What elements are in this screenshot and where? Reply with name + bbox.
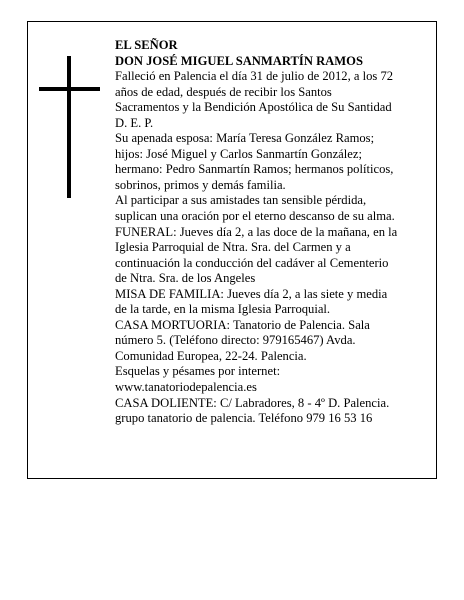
death-line-1: Falleció en Palencia el día 31 de julio de 2012, a los 72 xyxy=(115,69,394,84)
funeral-line-2: Iglesia Parroquial de Ntra. Sra. del Carmen y a xyxy=(115,240,351,255)
family-paragraph xyxy=(115,131,437,193)
notice-text xyxy=(115,38,437,427)
mortuary-line-1: CASA MORTUORIA: Tanatorio de Palencia. Sala xyxy=(115,317,370,332)
notice-header xyxy=(115,38,437,69)
obituary-notice xyxy=(27,21,437,479)
funeral-line-1: FUNERAL: Jueves día 2, a las doce de la mañana, en la xyxy=(115,224,398,239)
cross-horizontal-bar xyxy=(39,87,100,91)
death-paragraph xyxy=(115,69,437,131)
prayer-line-1: Al participar a sus amistades tan sensible pérdida, xyxy=(115,193,367,208)
family-mass-line-2: de la tarde, en la misma Iglesia Parroquial. xyxy=(115,302,331,317)
funeral-line-3: continuación la conducción del cadáver al Cementerio xyxy=(115,255,389,270)
funeral-home-phone-line: grupo tanatorio de palencia. Teléfono 979 16 53 16 xyxy=(115,411,373,426)
death-line-3: Sacramentos y la Bendición Apostólica de Su Santidad xyxy=(115,100,392,115)
mourning-house-line: CASA DOLIENTE: C/ Labradores, 8 - 4º D. Palencia. xyxy=(115,395,390,410)
death-line-4: D. E. P. xyxy=(115,115,154,130)
header-line-2: DON JOSÉ MIGUEL SANMARTÍN RAMOS xyxy=(115,53,363,68)
funeral-home-paragraph xyxy=(115,411,437,427)
death-line-2: años de edad, después de recibir los Santos xyxy=(115,84,332,99)
family-mass-paragraph xyxy=(115,287,437,318)
family-line-2: hijos: José Miguel y Carlos Sanmartín González; xyxy=(115,146,362,161)
mourning-house-paragraph xyxy=(115,396,437,412)
family-line-3: hermano: Pedro Sanmartín Ramos; hermanos políticos, xyxy=(115,162,394,177)
cross-vertical-bar xyxy=(67,56,71,198)
internet-paragraph xyxy=(115,364,437,395)
funeral-line-4: de Ntra. Sra. de los Angeles xyxy=(115,271,256,286)
prayer-paragraph xyxy=(115,193,437,224)
internet-line-1: Esquelas y pésames por internet: xyxy=(115,364,281,379)
funeral-paragraph xyxy=(115,225,437,287)
website-link[interactable]: www.tanatoriodepalencia.es xyxy=(115,380,257,395)
family-line-1: Su apenada esposa: María Teresa González Ramos; xyxy=(115,131,375,146)
mortuary-line-2: número 5. (Teléfono directo: 979165467) Avda. xyxy=(115,333,356,348)
prayer-line-2: suplican una oración por el eterno descanso de su alma. xyxy=(115,209,395,224)
mortuary-paragraph xyxy=(115,318,437,365)
header-line-1: EL SEÑOR xyxy=(115,38,178,52)
family-line-4: sobrinos, primos y demás familia. xyxy=(115,177,286,192)
mortuary-line-3: Comunidad Europea, 22-24. Palencia. xyxy=(115,348,307,363)
family-mass-line-1: MISA DE FAMILIA: Jueves día 2, a las siete y media xyxy=(115,286,388,301)
